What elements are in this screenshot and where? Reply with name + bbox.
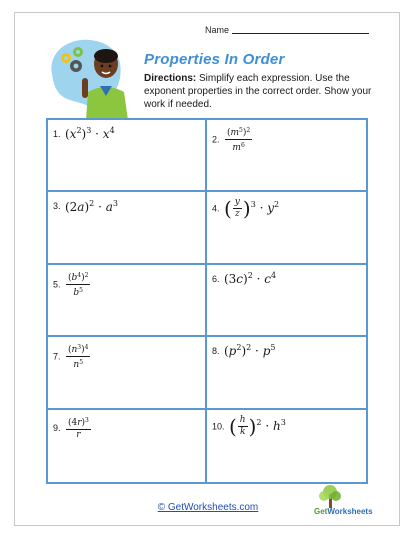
problem-number: 4.	[212, 203, 220, 214]
problem-expression: $\frac{(b^4)^2}{b^5}$	[67, 271, 89, 298]
problem-expression: ( $\frac{y}{z}$ )$^3 \cdot y^2$	[223, 196, 280, 221]
gear-icon	[70, 60, 82, 72]
problem-number: 9.	[53, 422, 61, 433]
problem-cell-10[interactable]	[207, 410, 366, 482]
problem-number: 8.	[212, 345, 220, 356]
problem-cell-5[interactable]	[48, 265, 207, 337]
problem-number: 6.	[212, 273, 220, 284]
problem-cell-9[interactable]	[48, 410, 207, 482]
problem-expression: $(x^2)^3 \cdot x^4$	[64, 126, 115, 142]
worksheet-title: Properties In Order	[144, 51, 285, 68]
problem-cell-4[interactable]	[207, 192, 366, 264]
name-label: Name	[205, 25, 230, 35]
problem-cell-1[interactable]	[48, 120, 207, 192]
directions-label: Directions:	[144, 73, 197, 84]
problem-number: 10.	[212, 421, 225, 432]
problem-expression: $(3c)^2 \cdot c^4$	[223, 271, 277, 287]
directions	[144, 72, 374, 111]
problem-cell-2[interactable]	[207, 120, 366, 192]
footer-copyright-link[interactable]: © GetWorksheets.com	[157, 502, 259, 513]
problem-grid	[46, 118, 368, 484]
student-illustration	[46, 34, 136, 120]
problem-number: 2.	[212, 134, 220, 145]
gear-icon	[61, 53, 71, 63]
problem-cell-6[interactable]	[207, 265, 366, 337]
problem-expression: $(p^2)^2 \cdot p^5$	[223, 343, 276, 359]
problem-cell-3[interactable]	[48, 192, 207, 264]
problem-number: 3.	[53, 201, 61, 212]
problem-number: 1.	[53, 128, 61, 139]
name-underline[interactable]	[232, 25, 369, 34]
problem-expression: $\frac{(n^3)^4}{n^5}$	[67, 344, 89, 371]
problem-number: 5.	[53, 279, 61, 290]
problem-cell-8[interactable]	[207, 337, 366, 409]
directions-text: Simplify each expression. Use the exponent properties in the correct order. Show your work if needed.	[144, 73, 372, 110]
problem-number: 7.	[53, 351, 61, 362]
problem-expression: $\frac{(m^5)^2}{m^6}$	[226, 127, 251, 153]
problem-expression: $(2a)^2 \cdot a^3$	[64, 198, 118, 214]
name-field[interactable]	[205, 25, 369, 35]
gear-icon	[73, 47, 83, 57]
problem-expression: $\frac{(4r)^3}{r}$	[67, 416, 89, 440]
problem-cell-7[interactable]	[48, 337, 207, 409]
problem-expression: ( $\frac{h}{k}$ )$^2 \cdot h^3$	[228, 414, 286, 439]
getworksheets-logo-text: GetWorksheets	[314, 507, 373, 516]
